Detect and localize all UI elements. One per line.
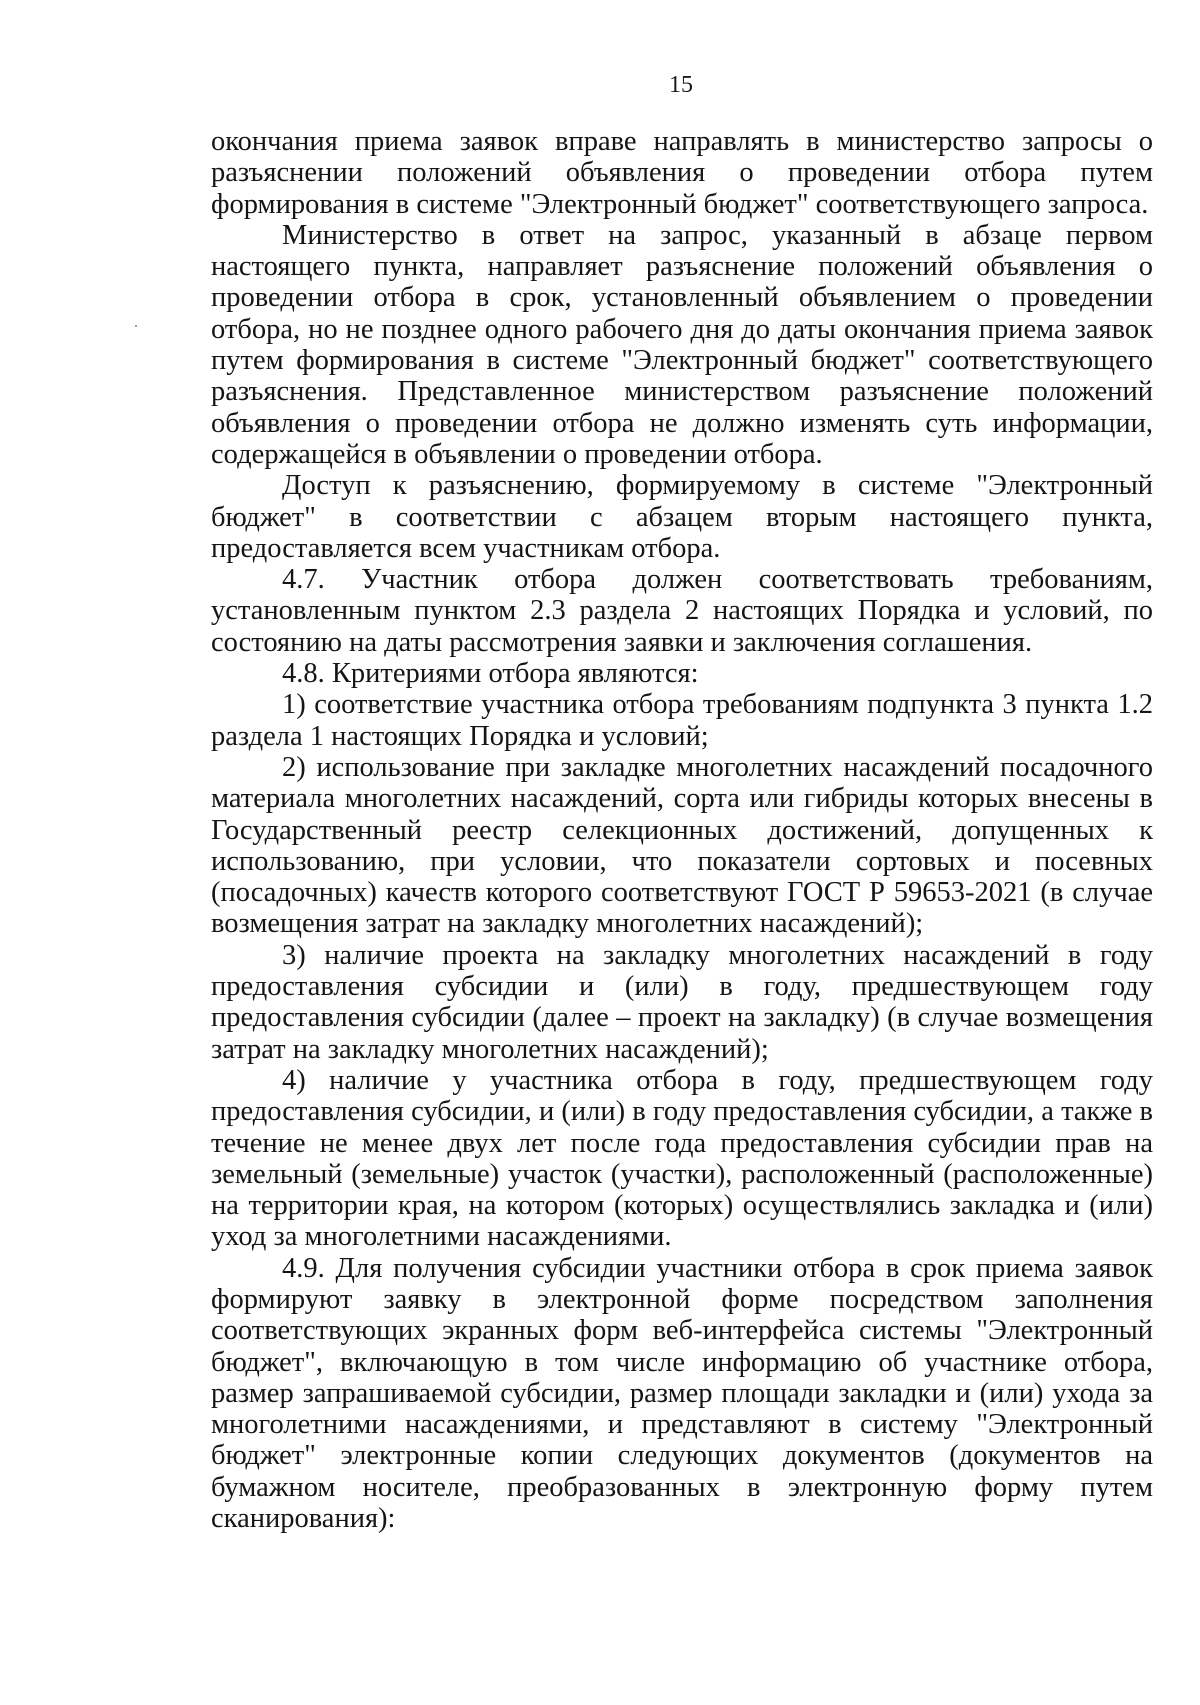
document-body bbox=[211, 126, 1153, 1534]
paragraph-4-7: 4.7. Участник отбора должен соответствовать требованиям, установленным пунктом 2.3 раздела 2 настоящих Порядка и условий, по состоянию на даты рассмотрения заявки и заключения соглашения. bbox=[211, 564, 1153, 658]
criterion-3: 3) наличие проекта на закладку многолетних насаждений в году предоставления субсидии и (или) в году, предшествующем году предоставления субсидии (далее – проект на закладку) (в случае возмещения затрат на закладку многолетних насаждений); bbox=[211, 939, 1153, 1065]
paragraph-4-8: 4.8. Критериями отбора являются: bbox=[282, 658, 699, 690]
paragraph-ministry-response: Министерство в ответ на запрос, указанный в абзаце первом настоящего пункта, направляет разъяснение положений объявления о проведении отбора в срок, установленный объявлением о проведении отбора, но не позднее одного рабочего дня до даты окончания приема заявок путем формирования в системе "Электронный бюджет" соответствующего разъяснения. Представленное министерством разъяснение положений объявления о проведении отбора не должно изменять суть информации, содержащейся в объявлении о проведении отбора. bbox=[211, 219, 1153, 470]
paragraph-4-9: 4.9. Для получения субсидии участники отбора в срок приема заявок формируют заявку в электронной форме посредством заполнения соответствующих экранных форм веб-интерфейса системы "Электронный бюджет", включающую в том числе информацию об участнике отбора, размер запрашиваемой субсидии, размер площади закладки и (или) ухода за многолетними насаждениями, и представляют в систему "Электронный бюджет" электронные копии следующих документов (документов на бумажном носителе, преобразованных в электронную форму путем сканирования): bbox=[211, 1252, 1153, 1535]
paragraph-access: Доступ к разъяснению, формируемому в системе "Электронный бюджет" в соответствии с абзацем вторым настоящего пункта, предоставляется всем участникам отбора. bbox=[211, 470, 1153, 564]
criterion-2: 2) использование при закладке многолетних насаждений посадочного материала многолетних насаждений, сорта или гибриды которых внесены в Государственный реестр селекционных достижений, допущенных к использованию, при условии, что показатели сортовых и посевных (посадочных) качеств которого соответствуют ГОСТ Р 59653-2021 (в случае возмещения затрат на закладку многолетних насаждений); bbox=[211, 751, 1153, 940]
scan-speck bbox=[135, 325, 137, 327]
paragraph-continuation: окончания приема заявок вправе направлять в министерство запросы о разъяснении положений объявления о проведении отбора путем формирования в системе "Электронный бюджет" соответствующего запроса. bbox=[211, 126, 1153, 220]
criterion-4: 4) наличие у участника отбора в году, предшествующем году предоставления субсидии, и (или) в году предоставления субсидии, а также в течение не менее двух лет после года предоставления субсидии прав на земельный (земельные) участок (участки), расположенный (расположенные) на территории края, на котором (которых) осуществлялись закладка и (или) уход за многолетними насаждениями. bbox=[211, 1064, 1153, 1253]
page-number: 15 bbox=[669, 72, 693, 98]
criterion-1: 1) соответствие участника отбора требованиям подпункта 3 пункта 1.2 раздела 1 настоящих Порядка и условий; bbox=[211, 689, 1153, 752]
